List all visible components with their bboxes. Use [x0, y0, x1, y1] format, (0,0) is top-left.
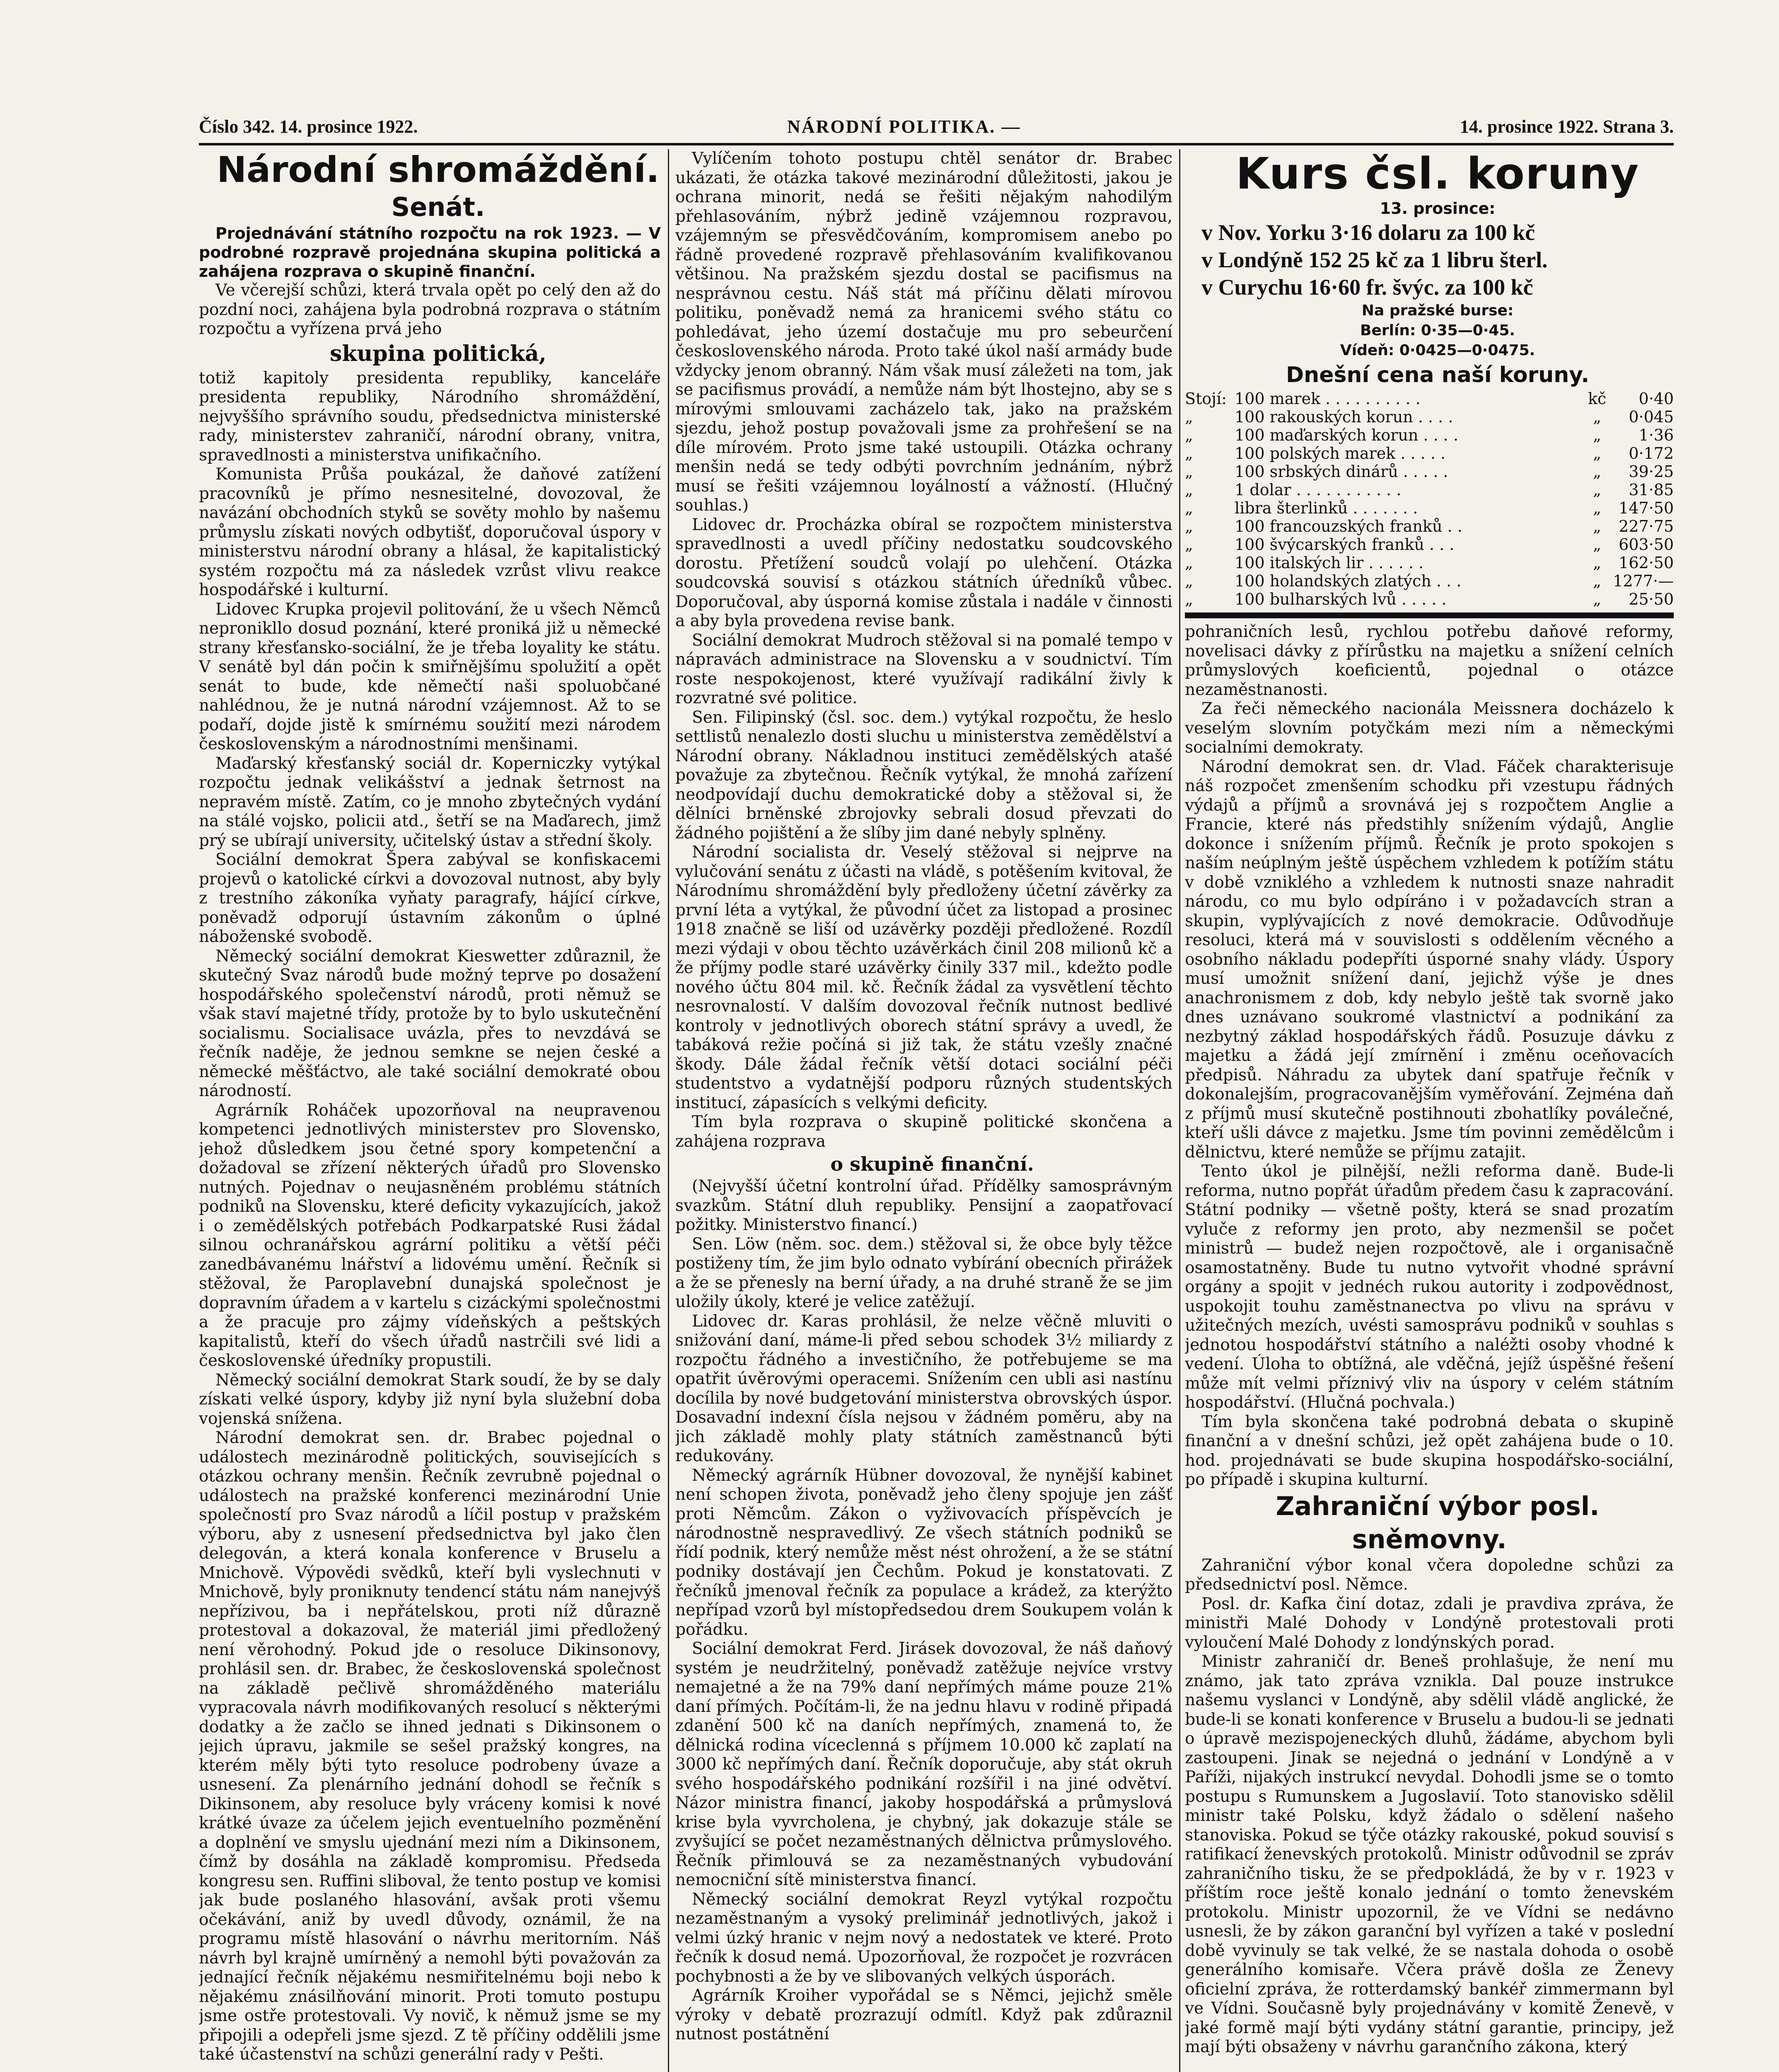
- paragraph: (Nejvyšší účetní kontrolní úřad. Přídělky samosprávným svazkům. Státní dluh republiky. Pensijní a zaopatřovací požitky. Ministerstvo financí.): [675, 1177, 1172, 1234]
- article-title: Národní shromáždění.: [217, 149, 660, 191]
- bourse-label: Na pražské burse:: [1361, 302, 1514, 319]
- paragraph: Tím byla rozprava o skupině politické skončena a zahájena rozprava: [675, 1113, 1172, 1151]
- table-row: „ libra šterlinků . . . . . . . „ 147·50: [1185, 499, 1674, 517]
- paragraph: Lidovec dr. Karas prohlásil, že nelze věčně mluviti o snižování daní, máme-li před sebou schodek 3½ miliardy z rozpočtu řádného a investičního, že potřebujeme se ma opatřit úvěrovými operacemi. Snížením cen ubli asi nastínu docílila by nové budgetování ministerstva obrovských úspor. Dosavadní indexní čísla nejsou v žádném poměru, aby na jich základě mohly platy státních zaměstnanců býti redukovány.: [675, 1312, 1172, 1465]
- section-heading: skupina politická,: [330, 341, 546, 366]
- paragraph: pohraničních lesů, rychlou potřebu daňové reformy, novelisaci dávky z přírůstku na majetku a snížení celních průmyslových koeficientů, pojednal o otázce nezaměstnanosti.: [1185, 622, 1674, 699]
- column-1: [199, 149, 661, 2072]
- table-row: „ 100 italských lir . . . . . . „ 162·50: [1185, 554, 1674, 572]
- paragraph: Tento úkol je pilnější, nežli reforma daně. Bude-li reforma, nutno popřát úřadům předem času k zapracování. Státní podniky — všetně pošty, která se snad prozatím vyluče z reformy jen proto, aby nezmenšil se počet ministrů — budež nejen rozpočtově, ale i organisačně osamostatněny. Bude tu nutno vytvořit vhodné správní orgány a spojit v jednéch rukou autority i zodpovědnost, uspokojit touhu zaměstnanectva po vlivu na správu v užitečných mezích, uvésti samosprávu podniků v souhlas s jednotou hospodářství státního a naléžti osoby vhodné k vedení. Úloha to obtížná, ale vděčná, jejíž úspěšné řešení může mít velmi příznivý vliv na úspory v celém státním hospodářství. (Hlučná pochvala.): [1185, 1162, 1674, 1412]
- page-header: [199, 112, 1674, 145]
- paragraph: Sociální demokrat Mudroch stěžoval si na pomalé tempo v nápravách administrace na Slovensku a v soudnictví. Tím roste nespokojenost, které využívají radikální živly k rozvratné své politice.: [675, 631, 1172, 707]
- paragraph: Ve včerejší schůzi, která trvala opět po celý den až do pozdní noci, zahájena byla podrobná rozprava o státním rozpočtu a vyřízena prvá jeho: [199, 281, 661, 338]
- table-row: „ 100 rakouských korun . . . . „ 0·045: [1185, 408, 1674, 426]
- paragraph: Komunista Průša poukázal, že daňové zatížení pracovníků je přímo nesnesitelné, dovozoval, že navázání obchodních styků se sověty mohlo by našemu průmyslu získati nových odbytišť, doporučoval úspory v ministerstvu národní obrany a hlásal, že kapitalistický systém rozpočtu má za následek vzrůst vlivu reakce hospodářské i kulturní.: [199, 465, 661, 599]
- paragraph: Lidovec Krupka projevil politování, že u všech Němců nepronikllo dosud poznání, které proniká již u německé strany křesťansko-sociální, že je třeba loyality ke státu. V senátě byl dán počin k smiřnějšímu spolužití a opět senát to bude, kde němečtí naši spoluobčané nahlédnou, že je nutná národní vzájemnost. Až to se podaří, dojde jistě k smírnému soužití mezi národem československým a národnostními menšinami.: [199, 600, 661, 753]
- exchange-rate-title: Kurs čsl. koruny: [1235, 149, 1640, 199]
- foreign-committee-title: Zahraniční výbor posl. sněmovny.: [1276, 1491, 1600, 1554]
- paragraph: totiž kapitoly presidenta republiky, kanceláře presidenta republiky, Národního shromáždění, nejvyššího správního soudu, předsednictva ministerské rady, ministerstev zahraničí, národní obrany, vnitra, spravedlnosti a ministerstva unifikačního.: [199, 368, 661, 465]
- column-2: [675, 149, 1172, 2072]
- section-heading: o skupině finanční.: [830, 1153, 1034, 1175]
- page-number-right: 14. prosince 1922. Strana 3.: [1460, 116, 1674, 137]
- paragraph: Za řeči německého nacionála Meissnera docházelo k veselým slovním potyčkám mezi ním a německými socialními demokraty.: [1185, 700, 1674, 757]
- table-row: „ 100 srbských dinárů . . . . . „ 39·25: [1185, 462, 1674, 481]
- paragraph: Tím byla skončena také podrobná debata o skupině finanční a v dnešní schůzi, jež opět zahájena bude o 10. hod. projednávati se bude skupina hospodářsko-sociální, po případě i skupina kulturní.: [1185, 1412, 1674, 1489]
- paragraph: Německý sociální demokrat Stark soudí, že by se daly získati velké úspory, kdyby již nyní byla služební doba vojenská snížena.: [199, 1370, 661, 1428]
- bourse-vienna: Vídeň: 0·0425—0·0475.: [1340, 342, 1535, 359]
- newspaper-title: NÁRODNÍ POLITIKA. —: [787, 116, 1021, 137]
- article-lead: Projednávání státního rozpočtu na rok 1923. — V podrobné rozpravě projednána skupina politická a zahájena rozprava o skupině finanční.: [199, 224, 661, 281]
- paragraph: Sociální demokrat Špera zabýval se konfiskacemi projevů o katolické církvi a dovozoval nutnost, aby byly z trestního zákoníka vyňaty paragrafy, hájící církve, poněvadž odporují ústavním zákonům o úplné náboženské svobodě.: [199, 850, 661, 946]
- table-row: „ 1 dolar . . . . . . . . . . . „ 31·85: [1185, 481, 1674, 499]
- exchange-date: 13. prosince:: [1380, 199, 1496, 218]
- paragraph: Národní demokrat sen. dr. Vlad. Fáček charakterisuje náš rozpočet zmenšením schodku při vzestupu řádných výdajů a příjmů a srovnává jej s rozpočtem Anglie a Francie, které nás předstihly snížením výdajů, Anglie dokonce i snížením příjmů. Řečník je proto spokojen s naším neúplným ještě úspěchem vzhledem k potížím státu v době vzniklého a vzhledem k nutnosti snaze nahradit národu, co mu bylo odpíráno i v požadavcích stran a skupin, vyplývajících z nové demokracie. Odůvodňuje resoluci, která má v souvislosti s oddělením věcného a osobního nákladu podepříti úsporné snahy vlády. Úspory musí umožnit snížení daní, jejichž výše je dnes anachronismem z dob, kdy nebylo ještě tak svorně jako dnes uznávano soukromé vlastnictví a podnikání za nezbytný základ hospodářských řádů. Posuzuje dávku z majetku a žádá její zmírnění i změnu oceňovacích předpisů. Náhradu za ubytek daní spatřuje řečník v dokonalejším, progracovanějším vyměřování. Zejména daň z příjmů musí skutečně postihnouti zbohatlíky poválečné, kteří ušli dávce z majetku. Jsme tím povinni zemědělcům i dělnictvu, které nemůže se příjmu zatajit.: [1185, 757, 1674, 1162]
- paragraph: Německý agrárník Hübner dovozoval, že nynější kabinet není schopen života, poněvadž jeho členy spojuje jen zášť proti Němcům. Zákon o vyživovacích příspěvcích je národnostně nespravedlivý. Ze všech státních podniků se řídí podnik, který nemůže měst nést ohrožení, a že se státní podniky dostávají jen Čechům. Pokud je konstatovati. Z řečníků jmenoval řečník za populace a krádež, za kterýžto nepřípad vzorů byl místopředsedou drem Soukupem volán k pořádku.: [675, 1466, 1172, 1639]
- table-row: „ 100 francouzských franků . . „ 227·75: [1185, 517, 1674, 535]
- paragraph: Lidovec dr. Procházka obíral se rozpočtem ministerstva spravedlnosti a uvedl příčiny nedostatku soudcovského dorostu. Přetížení soudců volají po ulehčení. Otázka soudcovská souvisí s otázkou státních úředníků vůbec. Doporučoval, aby úsporná komise zůstala i nadále v činnosti a aby byla provedena revise bank.: [675, 515, 1172, 630]
- paragraph: Agrárník Roháček upozorňoval na neupravenou kompetenci jednotlivých ministerstev pro Slovensko, jehož důsledkem jsou četné spory kompetenční a dožadoval se zřízení některých úřadů pro Slovensko nutných. Pojednav o neujasněném problému státních podniků na Slovensku, které deficity vykazujících, jakož i o zemědělských potřebách Podkarpatské Rusi žádal silnou ochranářskou agrární politiku a větší péči zanedbávanému lnářství a lidovému umění. Řečník si stěžoval, že Paroplavební dunajská společnost je dopravním úřadem a v kartelu s cizáckými společnostmi a že pracuje pro zájmy vídeňských a peštských kapitalistů, kteří do všech úřadů nastrčili své lidi a československé úředníky propustili.: [199, 1101, 661, 1370]
- column-divider-2: [1179, 149, 1180, 2072]
- table-row: „ 100 polských marek . . . . . „ 0·172: [1185, 444, 1674, 462]
- paragraph: Německý sociální demokrat Reyzl vytýkal rozpočtu nezaměstnaným a vysoký preliminář jednotlivých, jakož i velmi úzký hranic v nejm nový a nedostatek ve které. Proto řečník k dosud nemá. Upozorňoval, že rozpočet je rozvrácen pochybnosti a že by ve slibovaných velkých úsporách.: [675, 1890, 1172, 1986]
- currency-table: [1185, 390, 1674, 608]
- paragraph: Zahraniční výbor konal včera dopoledne schůzi za předsednictví posl. Němce.: [1185, 1556, 1674, 1594]
- paragraph: Vylíčením tohoto postupu chtěl senátor dr. Brabec ukázati, že otázka takové mezinárodní důležitosti, jakou je ochrana minorit, nedá se řešiti nějakým nahodilým přehlasováním, nýbrž jedině vzájemnou rozpravou, vzájemným se přesvědčováním, kompromisem anebo po řádně provedené rozpravě přehlasováním kvalifikovanou většinou. Na pražském sjezdu dostal se pacifismus na nesprávnou cestu. Náš stát má příčinu dělati mírovou politiku, poněvadž nemá za hranicemi svého státu co pohledávat, jeho území dostačuje mu pro sebeurčení československého národa. Proto také úkol naší armády bude vždycky jenom obranný. Nám však musí záležeti na tom, jak se pacifismus provádí, a nemůže nám být lhostejno, aby se s mírovými smlouvami zacházelo tak, jako na pražském sjezdu, jehož postup považovali jsme za prohřešení se na díle mírovém. Proto jsme také ustoupili. Otázka ochrany menšin nedá se tedy odbýti povrchním jednáním, nýbrž musí se řešiti vzájemnou loyálností a vážností. (Hlučný souhlas.): [675, 149, 1172, 515]
- column-divider-1: [668, 149, 669, 2072]
- table-row: „ 100 švýcarských franků . . . „ 603·50: [1185, 535, 1674, 554]
- currency-table-title: Dnešní cena naší koruny.: [1286, 363, 1590, 387]
- paragraph: Posl. dr. Kafka činí dotaz, zdali je pravdiva zpráva, že ministři Malé Dohody v Londýně protestovali proti vyloučení Malé Dohody z londýnských porad.: [1185, 1594, 1674, 1652]
- table-row: „ 100 bulharských lvů . . . . . „ 25·50: [1185, 590, 1674, 608]
- rate-zurich: v Curychu 16·60 fr. švýc. za 100 kč: [1201, 275, 1533, 300]
- box-bottom-rule: [1185, 612, 1674, 618]
- column-3: [1185, 149, 1674, 2072]
- paragraph: Národní demokrat sen. dr. Brabec pojednal o událostech mezinárodně politických, souvisejících s otázkou ochrany menšin. Řečník zevrubně pojednal o událostech na pražské konferenci mezinárodní Unie společností pro Svaz národů a líčil postup v pražském výboru, aby z usnesení předsednictva byl jako člen delegován, a která konala konference v Bruselu a Mnichově. Výpovědi svědků, kteří byli vyslechnuti v Mnichově, byly proniknuty tendencí státu nám nanejvýš nepřízivou, ba i nepřátelskou, proti níž důrazně protestoval a dokazoval, že materiál jimi předložený není věrohodný. Pokud jde o resoluce Dikinsonovy, prohlásil sen. dr. Brabec, že československá společnost na základě pečlivě shromážděného materiálu vypracovala návrh modifikovaných resolucí s některými dodatky a že začlo se ihned jednati s Dikinsonem o jejich úpravu, jakmile se sešel pražský kongres, na kterém měly býti tyto resoluce podrobeny úvaze a usnesení. Za plenárního jednání dohodl se řečník s Dikinsonem, aby resoluce byly vráceny komisi k nové krátké úvaze za účelem jejich eventuelního pozměnění a doplnění ve smyslu ujednání mezi ním a Dikinsonem, čímž by dosáhla na základě kompromisu. Předseda kongresu sen. Ruffini sliboval, že tento postup ve komisi jak bude poslaného hlasování, avšak proti všemu očekávání, aniž by uvedl důvody, oznámil, že na programu místě hlasování o návrhu meritorním. Náš návrh byl krajně umírněný a nemohl býti považován za jednající řečník nějakému nesmiřitelnému boji nebo k nějakému znásilňování minorit. Proti tomuto postupu jsme ostře protestovali. Vy novič, k němuž jsme se my připojili a odepřeli jsme sjezd. Z tě příčiny oddělili jsme také účastenství na schůzi generální rady v Pešti.: [199, 1428, 661, 2064]
- issue-date-left: Číslo 342. 14. prosince 1922.: [199, 116, 418, 137]
- paragraph: Sociální demokrat Ferd. Jirásek dovozoval, že náš daňový systém je neudržitelný, poněvadž zatěžuje nejvíce vrstvy nemajetné a že na 79% daní nepřímých máme pouze 21% daní přímých. Počítám-li, že na jednu hlavu v rodině připadá zdanění 500 kč na daních nepřímých, znamená to, že dělnická rodina víceclenná s příjmem 10.000 kč zaplatí na 3000 kč nepřímých daní. Řečník doporučuje, aby stát okruh svého hospodářského podnikání rozšířil i na jiné odvětví. Názor ministra financí, jakoby hospodářská a průmyslová krise byla vyvrcholena, je chybný, jak dokazuje stále se zvyšující se počet nezaměstnaných dělnictva průmyslového. Řečník přimlouvá se za nezaměstnaných vybudování nemocniční sítě ministerstva financí.: [675, 1639, 1172, 1889]
- header-rule: [199, 143, 1674, 145]
- table-row: Stojí: 100 marek . . . . . . . . . . kč 0·40: [1185, 390, 1674, 408]
- paragraph: Německý sociální demokrat Kieswetter zdůraznil, že skutečný Svaz národů bude možný teprve po dosažení hospodářského společenství národů, proti němuž se však staví majetné třídy, protože by to bylo uskutečnění socialismu. Socialisace uvázla, přes to nevzdává se řečník naděje, že jednou semkne se nejen české a německé měšťáctvo, ale také sociální demokraté obou národností.: [199, 946, 661, 1100]
- paragraph: Agrárník Kroiher vypořádal se s Němci, jejichž směle výroky v debatě prozrazují odmítl. Když pak zdůraznil nutnost postátnění: [675, 1986, 1172, 2043]
- article-subtitle: Senát.: [391, 192, 485, 222]
- paragraph: Ministr zahraničí dr. Beneš prohlašuje, že není mu známo, jak tato zpráva vznikla. Dal pouze instrukce našemu vyslanci v Londýně, aby sdělil vládě anglické, že bude-li se konati konference v Bruselu a budou-li se jednati o úpravě mezispojeneckých dluhů, žádáme, abychom byli zastoupeni. Jinak se nejedná o jednání v Londýně a v Paříži, nijakých instrukcí nevydal. Dohodli jsme se o tomto postupu s Rumunskem a Jugoslavií. Toto stanovisko sdělil ministr také Polsku, když žádalo o sdělení našeho stanoviska. Pokud se týče otázky rakouské, pokud souvisí s ratifikací ženevských protokolů. Ministr odůvodnil se zpráv zahraničního tisku, že se předpokládá, že by v r. 1923 v příštím roce ještě konalo jednání o tomto ženevském protokolu. Ministr upozornil, že ve Vídni se nedávno usnesli, že by zákon garanční byl vyřízen a také v poslední době vyvinuly se tak velké, že se nastala dohoda o osobě generálního komisaře. Včera právě došla ze Ženevy oficielní zpráva, že rotterdamský bankéř zimmermann byl ve Vídni. Současně byly projednávány v komitě Ženevě, v jaké formě mají býti vydány státní garantie, principy, jež mají býti obsaženy v návrhu garančního zákona, který: [1185, 1652, 1674, 2056]
- paragraph: Národní socialista dr. Veselý stěžoval si nejprve na vylučování senátu z účasti na vládě, s potěšením kvitoval, že Národnímu shromáždění byly předloženy účetní závěrky za první léta a vytýkal, že původní účet za listopad a prosinec 1918 značně se liší od uzávěrky později předložené. Rozdíl mezi výdaji v obou těchto uzávěrkách činil 208 milionů kč a že příjmy podle staré uzávěrky činily 337 mil., kdežto podle nového účtu 804 mil. kč. Řečník žádal za vysvětlení těchto nesrovnalostí. V dalším dovozoval řečník nutnost bedlivé kontroly v jednotlivých oborech státní správy a uvedl, že tabáková režie počíná si již tak, že státu vzešly značné škody. Dále žádal řečník větší dotaci sociální péči studentstvo a vydatnější podporu různých studentských institucí, zápasících s velkými deficity.: [675, 843, 1172, 1112]
- paragraph: Sen. Löw (něm. soc. dem.) stěžoval si, že obce byly těžce postiženy tím, že jim bylo odnato vybírání obecních přirážek a že se přenesly na berní úřady, a na druhé straně že se jim uložily úkoly, které je velice zatěžují.: [675, 1234, 1172, 1311]
- rate-london: v Londýně 152 25 kč za 1 libru šterl.: [1201, 247, 1548, 272]
- bourse-berlin: Berlín: 0·35—0·45.: [1360, 322, 1516, 339]
- paragraph: Sen. Filipinský (čsl. soc. dem.) vytýkal rozpočtu, že heslo settlistů nenalezlo dosti sluchu u ministerstva zemědělství a Národní obrany. Nákladnou instituci zemědělských atašé považuje za zbytečnou. Řečník vytýkal, že mnohá zařízení neodpovídají duchu demokratické doby a stěžoval si, že dělníci brněnské zbrojovky sebrali dosud převzati do žádného pojištění a že slíby jim dané nebyly splněny.: [675, 708, 1172, 842]
- table-row: „ 100 holandských zlatých . . . „ 1277·—: [1185, 572, 1674, 590]
- rate-new-york: v Nov. Yorku 3·16 dolaru za 100 kč: [1201, 220, 1535, 245]
- paragraph: Maďarský křesťanský sociál dr. Koperniczky vytýkal rozpočtu jednak velikášství a jednak šetrnost na nepravém místě. Zatím, co je mnoho zbytečných vydání na stálé vojsko, policii atd., šetří se na Maďarech, jimž prý se ubírají university, učitelský ústav a střední školy.: [199, 754, 661, 850]
- table-row: „ 100 maďarských korun . . . . „ 1·36: [1185, 426, 1674, 444]
